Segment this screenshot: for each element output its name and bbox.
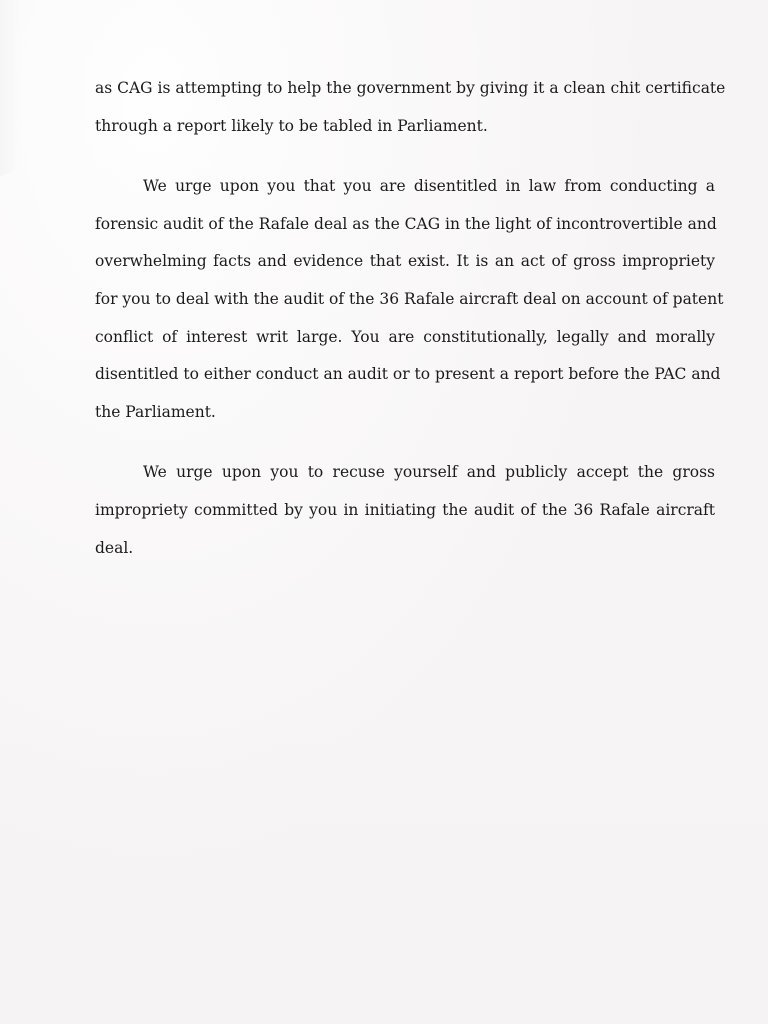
text-line: deal.: [95, 538, 134, 557]
text-line: impropriety committed by you in initiating the audit of the 36 Rafale aircraft: [95, 500, 715, 519]
text-line: for you to deal with the audit of the 36 Rafale aircraft deal on account of patent: [95, 289, 724, 308]
text-line: through a report likely to be tabled in Parliament.: [95, 116, 488, 135]
text-line: overwhelming facts and evidence that exist. It is an act of gross impropriety: [95, 252, 715, 271]
text-line: disentitled to either conduct an audit or to present a report before the PAC and: [95, 365, 721, 384]
letter-body: [95, 70, 726, 590]
text-line: We urge upon you to recuse yourself and publicly accept the gross: [143, 463, 715, 482]
paragraph-1: [95, 70, 726, 145]
text-line: conflict of interest writ large. You are constitutionally, legally and morally: [95, 327, 715, 346]
text-line: the Parliament.: [95, 402, 216, 421]
text-line: forensic audit of the Rafale deal as the CAG in the light of incontrovertible and: [95, 214, 717, 233]
text-line: We urge upon you that you are disentitled in law from conducting a: [143, 177, 715, 196]
text-line: as CAG is attempting to help the government by giving it a clean chit certificate: [95, 79, 726, 97]
paragraph-2: [95, 168, 724, 431]
paragraph-3: [95, 454, 715, 567]
